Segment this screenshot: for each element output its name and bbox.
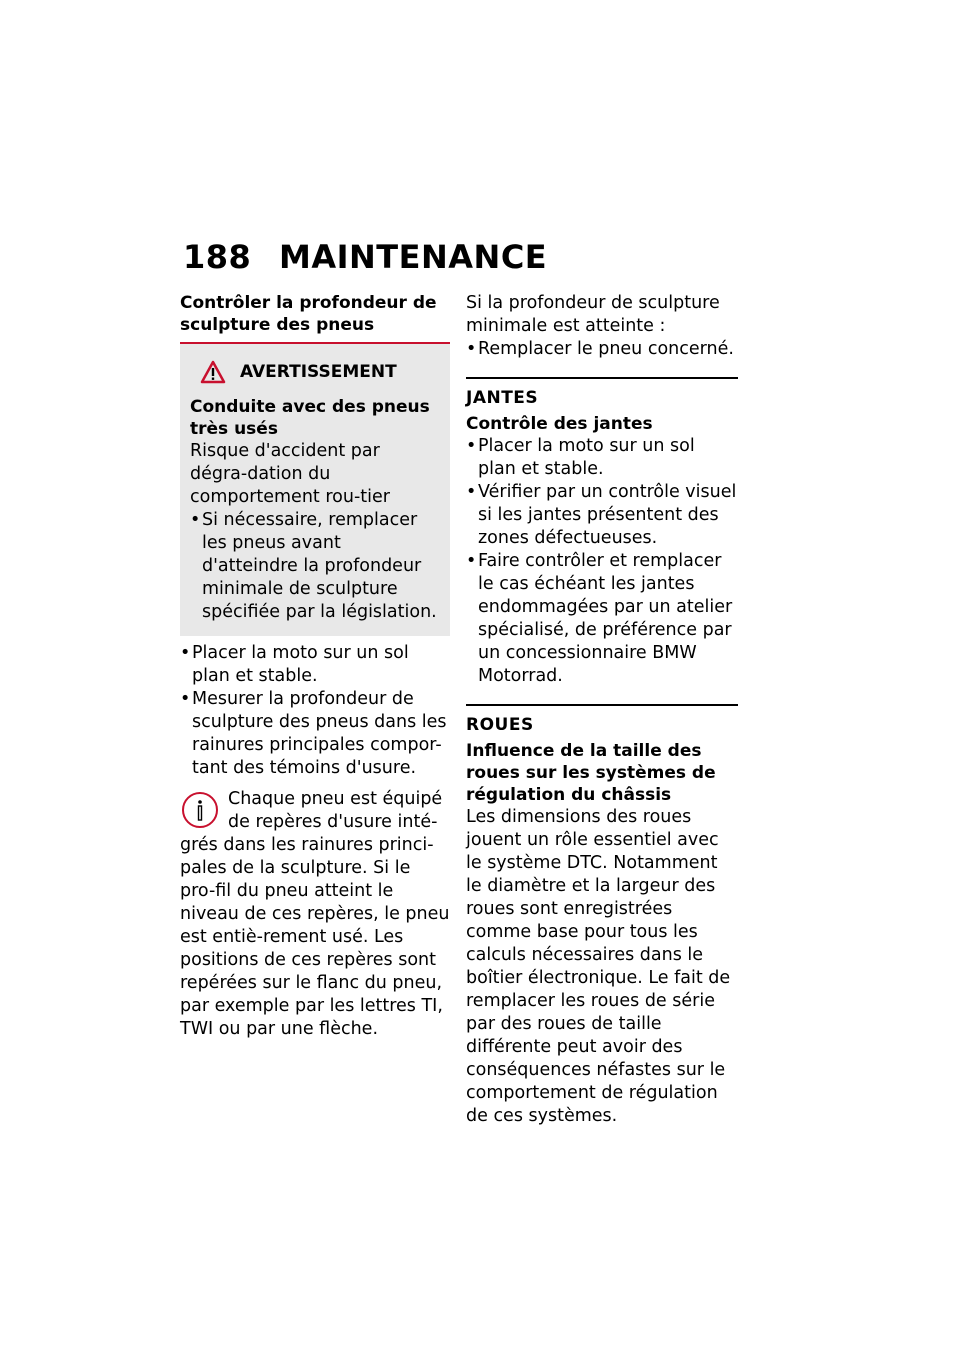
list-item-text: Vérifier par un contrôle visuel si les jantes présentent des zones défectueuses. [478,482,737,548]
warning-bullet: • Si nécessaire, remplacer les pneus avant d'atteindre la profondeur minimale de sculpture spécifiée par la législation. [190,510,437,622]
list-item: • Remplacer le pneu concerné. [466,339,734,359]
roues-text: Les dimensions des roues jouent un rôle essentiel avec le système DTC. Notamment le diamètre et la largeur des roues sont enregistrées comme base pour tous les calculs nécessaires dans le boîtier électronique. Le fait de remplacer les roues de série par des roues de taille différente peut avoir des conséquences néfastes sur le comportement de régulation de ces systèmes. [466,807,731,1126]
list-item-text: Faire contrôler et remplacer le cas échéant les jantes endommagées par un atelier spécialisé, de préférence par un concessionnaire BMW Motorrad. [478,551,733,686]
warning-title [200,360,440,384]
list-item-text: Remplacer le pneu concerné. [478,339,734,359]
list-item-text: Placer la moto sur un sol plan et stable. [478,436,695,479]
warning-box [180,344,450,636]
right-column [466,292,738,1128]
section-title-roues: ROUES [466,704,738,736]
section-title-jantes: JANTES [466,377,738,409]
intro-text: Si la profondeur de sculpture minimale est atteinte : [466,293,720,336]
steps-list [180,642,450,780]
list-item: • Vérifier par un contrôle visuel si les jantes présentent des zones défectueuses. [466,482,737,548]
left-column [180,292,450,1041]
page-number: 188 [183,238,252,276]
jantes-subtitle: Contrôle des jantes [466,414,653,434]
warning-text: Risque d'accident par dégra-dation du comportement rou-tier [190,441,390,507]
list-item: • Faire contrôler et remplacer le cas échéant les jantes endommagées par un atelier spécialisé, de préférence par un concessionnaire BMW Motorrad. [466,551,733,686]
list-item: • Mesurer la profondeur de sculpture des pneus dans les rainures principales compor-tant des témoins d'usure. [180,689,447,778]
list-item-text: Mesurer la profondeur de sculpture des pneus dans les rainures principales compor-tant des témoins d'usure. [192,689,447,778]
warning-subtitle: Conduite avec des pneus très usés [190,397,430,439]
jantes-steps [466,435,738,688]
list-item-text: Placer la moto sur un sol plan et stable. [192,643,409,686]
warning-bullet-text: Si nécessaire, remplacer les pneus avant d'atteindre la profondeur minimale de sculpture spécifiée par la législation. [202,510,437,622]
page-header [183,238,547,276]
warning-label: AVERTISSEMENT [240,361,397,382]
list-item: • Placer la moto sur un sol plan et stable. [466,436,695,479]
warning-triangle-icon [200,360,226,384]
roues-subtitle: Influence de la taille des roues sur les systèmes de régulation du châssis [466,741,716,805]
info-note [180,788,450,1041]
page-title: MAINTENANCE [279,238,548,276]
note-text: Chaque pneu est équipé de repères d'usure inté-grés dans les rainures princi-pales de la sculpture. Si le pro-fil du pneu atteint le niveau de ces repères, le pneu est entiè-rement usé. Les positions de ces repères sont repérées sur le flanc du pneu, par exemple par les lettres TI, TWI ou par une flèche. [180,789,450,1039]
info-icon [180,790,220,830]
list-item: • Placer la moto sur un sol plan et stable. [180,643,409,686]
section-heading: Contrôler la profondeur de sculpture des pneus [180,293,437,335]
